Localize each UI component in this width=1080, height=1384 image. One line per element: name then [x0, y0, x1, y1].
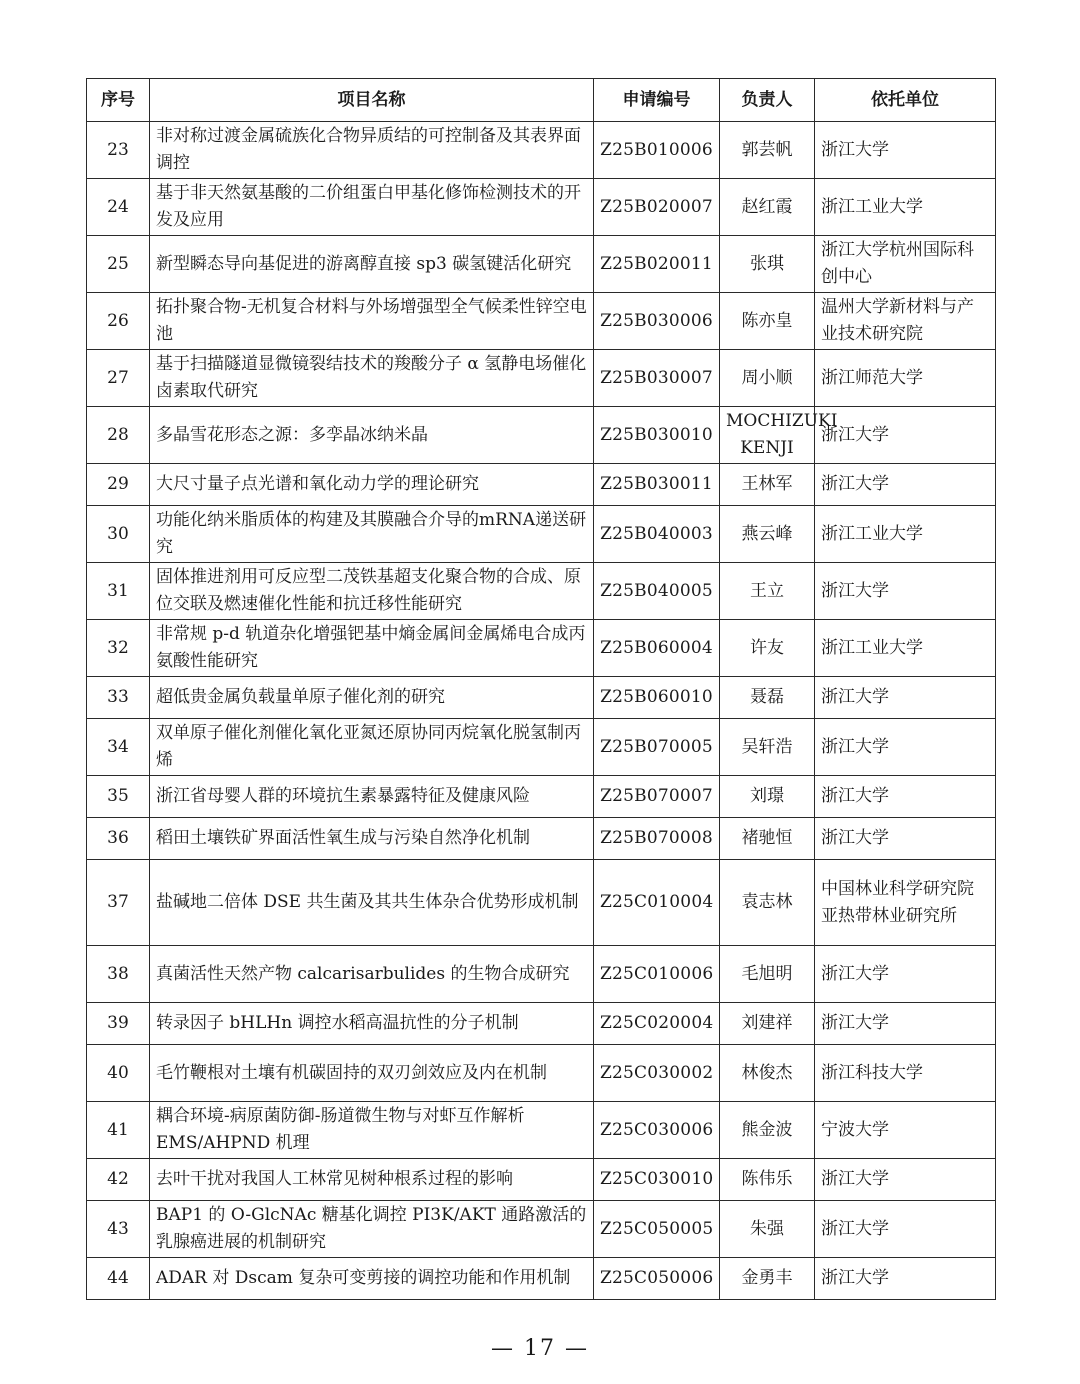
row-seq: 28 [87, 407, 150, 464]
row-application-code: Z25B070005 [594, 719, 720, 776]
row-project-name: 毛竹鞭根对土壤有机碳固持的双刃剑效应及内在机制 [150, 1045, 594, 1102]
table-body [87, 122, 996, 1300]
row-seq: 29 [87, 464, 150, 506]
row-host-unit: 浙江大学 [815, 719, 996, 776]
row-host-unit: 浙江工业大学 [815, 506, 996, 563]
row-seq: 31 [87, 563, 150, 620]
row-seq: 41 [87, 1102, 150, 1159]
header-person-in-charge: 负责人 [720, 79, 815, 122]
row-host-unit: 浙江大学 [815, 946, 996, 1003]
row-application-code: Z25B020007 [594, 179, 720, 236]
row-person-in-charge: 王立 [720, 563, 815, 620]
row-project-name: 新型瞬态导向基促进的游离醇直接 sp3 碳氢键活化研究 [150, 236, 594, 293]
row-person-in-charge: 刘璟 [720, 776, 815, 818]
row-person-in-charge: 熊金波 [720, 1102, 815, 1159]
row-project-name: 多晶雪花形态之源：多孪晶冰纳米晶 [150, 407, 594, 464]
row-application-code: Z25B060004 [594, 620, 720, 677]
header-project-name: 项目名称 [150, 79, 594, 122]
row-person-in-charge: 吴轩浩 [720, 719, 815, 776]
row-seq: 43 [87, 1201, 150, 1258]
row-project-name: 基于非天然氨基酸的二价组蛋白甲基化修饰检测技术的开发及应用 [150, 179, 594, 236]
row-host-unit: 浙江大学 [815, 464, 996, 506]
row-application-code: Z25B040005 [594, 563, 720, 620]
row-project-name: 真菌活性天然产物 calcarisarbulides 的生物合成研究 [150, 946, 594, 1003]
row-application-code: Z25B070008 [594, 818, 720, 860]
row-application-code: Z25B030006 [594, 293, 720, 350]
table-row [87, 122, 996, 179]
row-seq: 42 [87, 1159, 150, 1201]
table-row [87, 179, 996, 236]
row-project-name: 固体推进剂用可反应型二茂铁基超支化聚合物的合成、原位交联及燃速催化性能和抗迁移性能研究 [150, 563, 594, 620]
row-application-code: Z25C030010 [594, 1159, 720, 1201]
row-person-in-charge: 袁志林 [720, 860, 815, 946]
table-row [87, 719, 996, 776]
row-host-unit: 浙江大学 [815, 1003, 996, 1045]
row-host-unit: 浙江大学 [815, 563, 996, 620]
row-application-code: Z25C030002 [594, 1045, 720, 1102]
row-seq: 33 [87, 677, 150, 719]
row-host-unit: 浙江大学 [815, 776, 996, 818]
row-person-in-charge: 王林军 [720, 464, 815, 506]
row-project-name: 耦合环境-病原菌防御-肠道微生物与对虾互作解析EMS/AHPND 机理 [150, 1102, 594, 1159]
row-person-in-charge: 周小顺 [720, 350, 815, 407]
table-row [87, 1159, 996, 1201]
table-row [87, 860, 996, 946]
row-seq: 40 [87, 1045, 150, 1102]
row-seq: 35 [87, 776, 150, 818]
row-person-in-charge: 陈亦皇 [720, 293, 815, 350]
row-host-unit: 浙江大学 [815, 407, 996, 464]
row-host-unit: 浙江大学杭州国际科创中心 [815, 236, 996, 293]
row-project-name: 超低贵金属负载量单原子催化剂的研究 [150, 677, 594, 719]
row-application-code: Z25B060010 [594, 677, 720, 719]
page-number: — 17 — [491, 1336, 589, 1361]
row-seq: 24 [87, 179, 150, 236]
row-host-unit: 浙江科技大学 [815, 1045, 996, 1102]
table-row [87, 350, 996, 407]
row-application-code: Z25C010006 [594, 946, 720, 1003]
row-person-in-charge: 张琪 [720, 236, 815, 293]
row-application-code: Z25B030010 [594, 407, 720, 464]
row-application-code: Z25B030007 [594, 350, 720, 407]
row-project-name: ADAR 对 Dscam 复杂可变剪接的调控功能和作用机制 [150, 1258, 594, 1300]
row-seq: 44 [87, 1258, 150, 1300]
row-project-name: 非常规 p-d 轨道杂化增强钯基中熵金属间金属烯电合成丙氨酸性能研究 [150, 620, 594, 677]
row-host-unit: 浙江工业大学 [815, 179, 996, 236]
row-host-unit: 浙江大学 [815, 1201, 996, 1258]
table-row [87, 464, 996, 506]
project-table [86, 78, 996, 1300]
table-header-row [87, 79, 996, 122]
row-person-in-charge: 朱强 [720, 1201, 815, 1258]
table-row [87, 293, 996, 350]
row-application-code: Z25B070007 [594, 776, 720, 818]
row-application-code: Z25C050005 [594, 1201, 720, 1258]
row-seq: 27 [87, 350, 150, 407]
row-seq: 30 [87, 506, 150, 563]
row-project-name: BAP1 的 O-GlcNAc 糖基化调控 PI3K/AKT 通路激活的乳腺癌进展的机制研究 [150, 1201, 594, 1258]
row-seq: 23 [87, 122, 150, 179]
row-person-in-charge: 郭芸帆 [720, 122, 815, 179]
table-row [87, 776, 996, 818]
row-application-code: Z25B040003 [594, 506, 720, 563]
row-host-unit: 浙江大学 [815, 677, 996, 719]
table-row [87, 563, 996, 620]
row-host-unit: 浙江大学 [815, 1159, 996, 1201]
table-row [87, 818, 996, 860]
row-person-in-charge: 燕云峰 [720, 506, 815, 563]
row-host-unit: 浙江大学 [815, 1258, 996, 1300]
table-row [87, 1258, 996, 1300]
row-person-in-charge: 聂磊 [720, 677, 815, 719]
row-seq: 38 [87, 946, 150, 1003]
row-application-code: Z25B020011 [594, 236, 720, 293]
row-application-code: Z25C050006 [594, 1258, 720, 1300]
row-host-unit: 温州大学新材料与产业技术研究院 [815, 293, 996, 350]
row-project-name: 基于扫描隧道显微镜裂结技术的羧酸分子 α 氢静电场催化卤素取代研究 [150, 350, 594, 407]
row-host-unit: 浙江师范大学 [815, 350, 996, 407]
row-person-in-charge: MOCHIZUKI KENJI [720, 407, 815, 464]
table-row [87, 1045, 996, 1102]
row-application-code: Z25C030006 [594, 1102, 720, 1159]
table-row [87, 506, 996, 563]
row-host-unit: 浙江大学 [815, 818, 996, 860]
row-project-name: 稻田土壤铁矿界面活性氧生成与污染自然净化机制 [150, 818, 594, 860]
row-application-code: Z25C010004 [594, 860, 720, 946]
row-host-unit: 宁波大学 [815, 1102, 996, 1159]
row-application-code: Z25B010006 [594, 122, 720, 179]
row-host-unit: 浙江工业大学 [815, 620, 996, 677]
row-seq: 26 [87, 293, 150, 350]
row-person-in-charge: 金勇丰 [720, 1258, 815, 1300]
row-project-name: 盐碱地二倍体 DSE 共生菌及其共生体杂合优势形成机制 [150, 860, 594, 946]
row-person-in-charge: 毛旭明 [720, 946, 815, 1003]
row-project-name: 浙江省母婴人群的环境抗生素暴露特征及健康风险 [150, 776, 594, 818]
header-seq: 序号 [87, 79, 150, 122]
row-person-in-charge: 赵红霞 [720, 179, 815, 236]
row-project-name: 大尺寸量子点光谱和氧化动力学的理论研究 [150, 464, 594, 506]
row-seq: 37 [87, 860, 150, 946]
table-row [87, 677, 996, 719]
row-seq: 36 [87, 818, 150, 860]
row-project-name: 双单原子催化剂催化氧化亚氮还原协同丙烷氧化脱氢制丙烯 [150, 719, 594, 776]
header-application-code: 申请编号 [594, 79, 720, 122]
row-project-name: 拓扑聚合物-无机复合材料与外场增强型全气候柔性锌空电池 [150, 293, 594, 350]
row-person-in-charge: 许友 [720, 620, 815, 677]
table-row [87, 1003, 996, 1045]
row-project-name: 转录因子 bHLHn 调控水稻高温抗性的分子机制 [150, 1003, 594, 1045]
row-seq: 39 [87, 1003, 150, 1045]
row-seq: 32 [87, 620, 150, 677]
table-row [87, 946, 996, 1003]
row-host-unit: 浙江大学 [815, 122, 996, 179]
row-person-in-charge: 刘建祥 [720, 1003, 815, 1045]
table-row [87, 1201, 996, 1258]
row-project-name: 非对称过渡金属硫族化合物异质结的可控制备及其表界面调控 [150, 122, 594, 179]
row-project-name: 去叶干扰对我国人工林常见树种根系过程的影响 [150, 1159, 594, 1201]
header-host-unit: 依托单位 [815, 79, 996, 122]
row-application-code: Z25C020004 [594, 1003, 720, 1045]
row-person-in-charge: 褚驰恒 [720, 818, 815, 860]
row-seq: 34 [87, 719, 150, 776]
table-row [87, 236, 996, 293]
row-project-name: 功能化纳米脂质体的构建及其膜融合介导的mRNA递送研究 [150, 506, 594, 563]
row-person-in-charge: 陈伟乐 [720, 1159, 815, 1201]
table-row [87, 1102, 996, 1159]
row-person-in-charge: 林俊杰 [720, 1045, 815, 1102]
row-seq: 25 [87, 236, 150, 293]
table-row [87, 407, 996, 464]
row-host-unit: 中国林业科学研究院亚热带林业研究所 [815, 860, 996, 946]
table-row [87, 620, 996, 677]
row-application-code: Z25B030011 [594, 464, 720, 506]
